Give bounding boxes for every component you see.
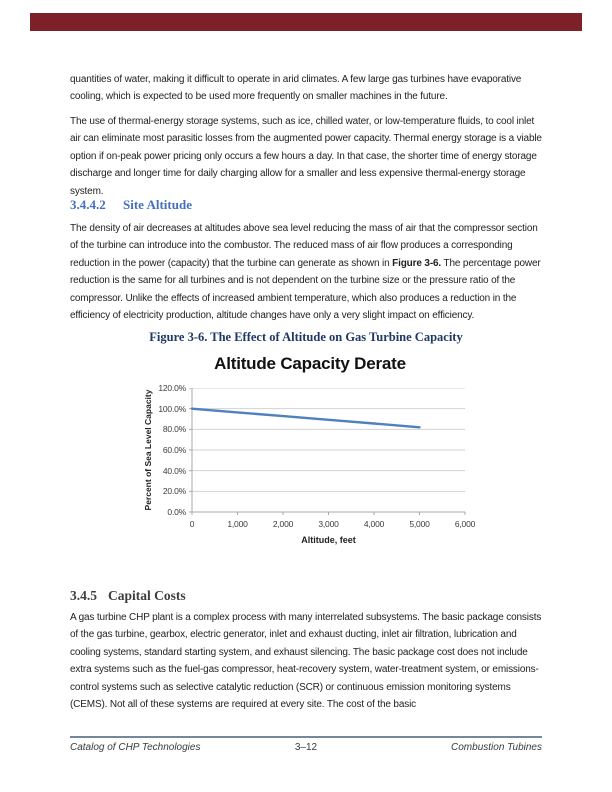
section-heading-site-altitude [70, 197, 542, 213]
chart-x-axis-title: Altitude, feet [301, 535, 356, 545]
y-tick-label: 80.0% [162, 424, 186, 435]
page-header-bar [30, 13, 582, 31]
section-title: Capital Costs [108, 588, 186, 603]
footer-page-number: 3–12 [294, 742, 318, 753]
y-tick-label: 60.0% [162, 445, 186, 455]
paragraph-text: The density of air decreases at altitudes above sea level reducing the mass of air that the compressor section of the turbine can introduce into the combustor. The reduced mass of air flow produces a corresponding reduction in the power (capacity) that the turbine can generate as shown in [70, 223, 538, 269]
footer-section-name: Combustion Tubines [451, 742, 542, 753]
paragraph-capital-costs: A gas turbine CHP plant is a complex process with many interrelated subsystems. The basic package consists of the gas turbine, gearbox, electric generator, inlet and exhaust ducting, inlet air filtration, lubrication and cooling systems, standard starting system, and exhaust silencing. The basic package cost does not include extra systems such as the fuel-gas compressor, heat-recovery system, water-treatment system, or emissions-control systems such as selective catalytic reduction (SCR) or continuous emission monitoring systems (CEMS). Not all of these systems are required at every site. The cost of the basic [70, 612, 542, 711]
section-title: Site Altitude [123, 197, 192, 212]
y-tick-label: 100.0% [158, 403, 186, 414]
paragraph-evaporative-cooling: quantities of water, making it difficult to operate in arid climates. A few large gas turbines have evaporative cooling, which is expected to be used more frequently on smaller machines in the future. [70, 74, 522, 103]
x-tick-label: 1,000 [227, 519, 248, 529]
footer-document-title: Catalog of CHP Technologies [70, 742, 201, 753]
x-tick-label: 4,000 [363, 519, 385, 529]
x-tick-label: 0 [189, 519, 195, 529]
chart-title: Altitude Capacity Derate [214, 354, 406, 373]
y-tick-label: 20.0% [162, 486, 186, 497]
chart-y-axis-title: Percent of Sea Level Capacity [143, 389, 153, 511]
figure-reference-bold: Figure 3-6. [392, 257, 442, 269]
x-tick-label: 3,000 [318, 519, 339, 529]
paragraph-text: The percentage power reduction is the same for all turbines and is not dependent on the turbine size or the pressure ratio of the compressor. Unlike the effects of increased ambient temperature, which also produces a reduction in the efficiency of electricity production, altitude changes have only a very slight impact on efficiency. [70, 257, 541, 322]
x-tick-label: 5,000 [409, 519, 430, 529]
section-number: 3.4.4.2 [70, 197, 106, 212]
x-tick-label: 6,000 [454, 519, 476, 529]
x-tick-label: 2,000 [272, 519, 294, 529]
y-tick-label: 120.0% [158, 383, 186, 393]
y-tick-label: 0.0% [167, 507, 186, 517]
figure-caption: Figure 3-6. The Effect of Altitude on Gas Turbine Capacity [149, 330, 463, 344]
footer-rule [70, 736, 542, 738]
capacity-derate-line [192, 409, 420, 428]
altitude-derate-chart [188, 388, 469, 516]
paragraph-site-altitude [70, 220, 542, 324]
section-heading-capital-costs [70, 588, 542, 604]
paragraph-thermal-storage: The use of thermal-energy storage systems, such as ice, chilled water, or low-temperature fluids, to cool inlet air can eliminate most parasitic losses from the augmented power capacity. Thermal energy storage is a viable option if on-peak power pricing only occurs a few hours a day. In that case, the shorter time of energy storage discharge and longer time for daily charging allow for a smaller and less expensive thermal-energy storage system. [70, 116, 542, 197]
section-number: 3.4.5 [70, 588, 97, 603]
y-tick-label: 40.0% [162, 465, 186, 476]
